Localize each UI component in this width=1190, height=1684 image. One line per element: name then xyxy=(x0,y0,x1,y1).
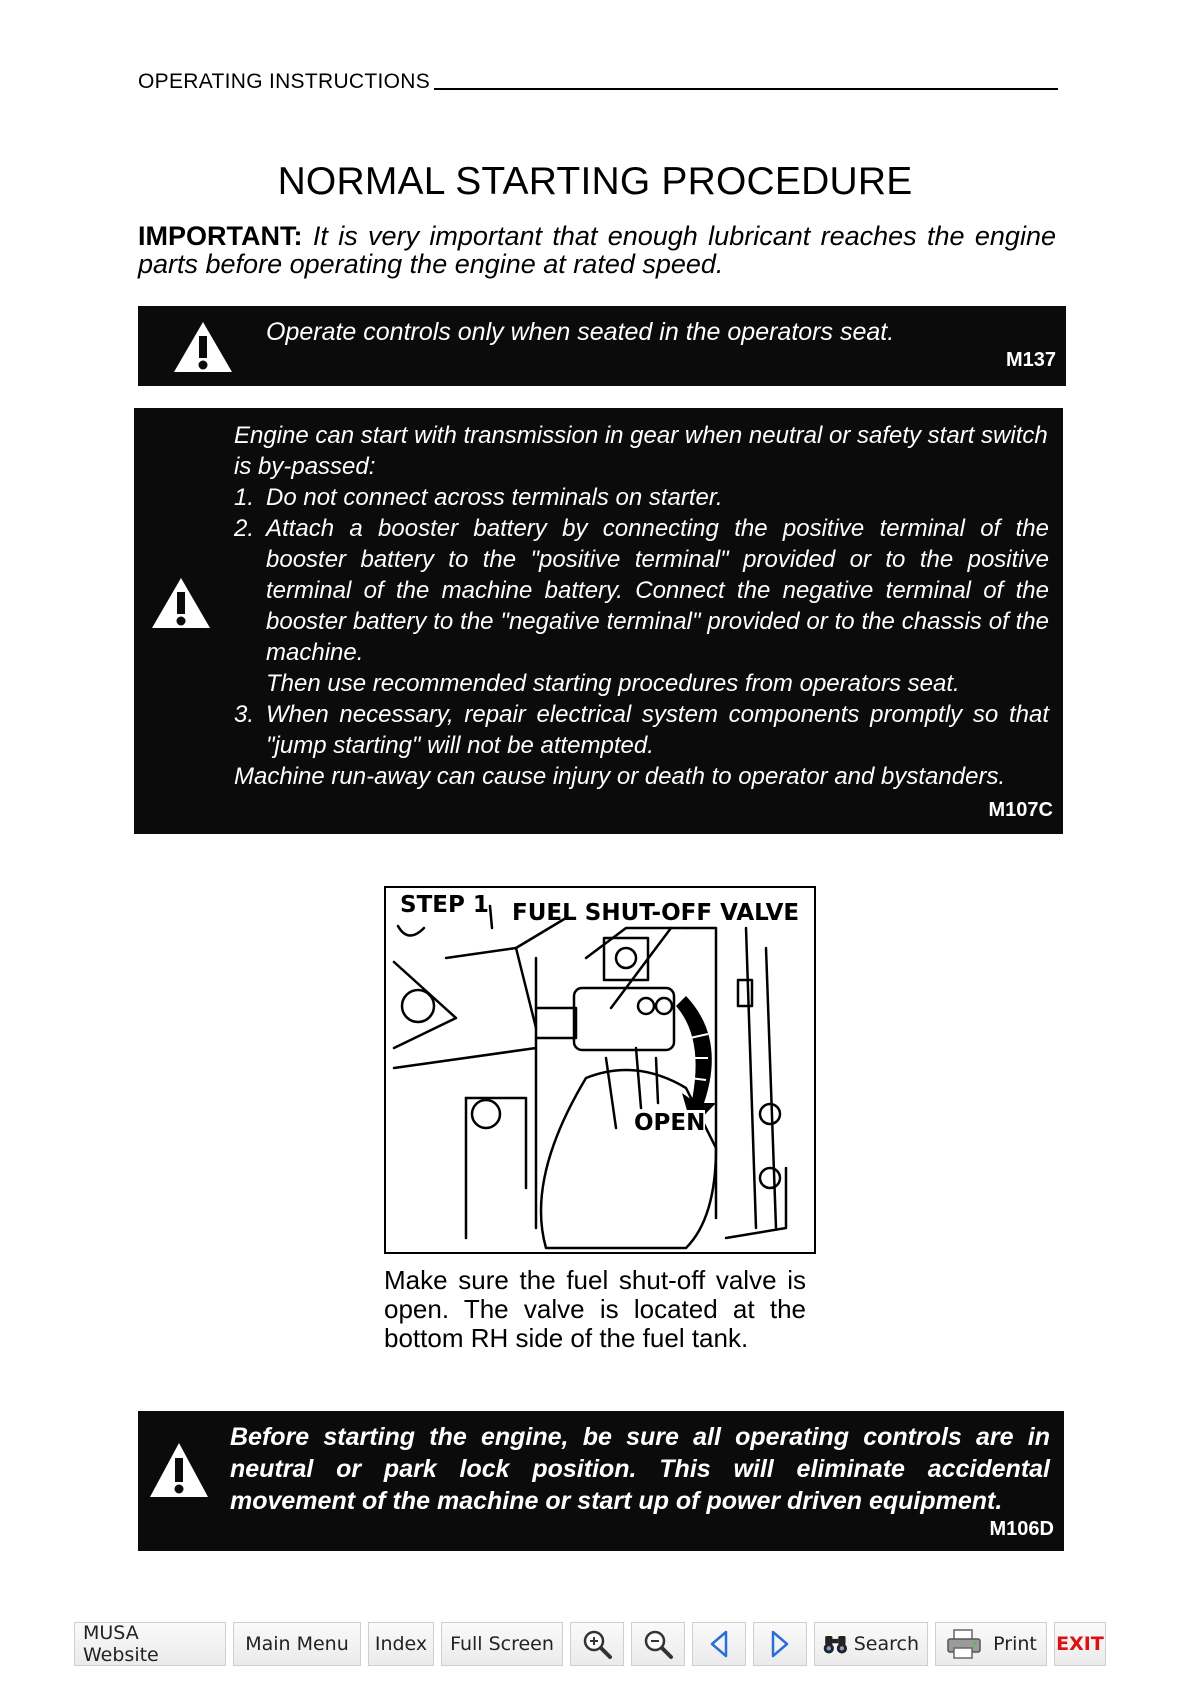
warning-box-controls-neutral xyxy=(138,1411,1064,1551)
navigation-toolbar xyxy=(74,1622,1106,1670)
zoom-out-icon xyxy=(642,1628,674,1660)
warning-code: M106D xyxy=(989,1518,1054,1540)
warning-intro: Engine can start with transmission in gear when neutral or safety start switch is by-passed: xyxy=(234,422,1048,480)
warning-outro: Machine run-away can cause injury or death to operator and bystanders. xyxy=(234,763,1006,790)
warning-triangle-icon xyxy=(148,1441,210,1504)
print-button[interactable] xyxy=(935,1622,1047,1666)
important-text: It is very important that enough lubricant reaches the engine parts before operating the engine at rated speed. xyxy=(138,221,1056,279)
zoom-out-button[interactable] xyxy=(631,1622,685,1666)
previous-page-button[interactable] xyxy=(692,1622,746,1666)
print-label: Print xyxy=(993,1633,1037,1655)
list-item: 2. Attach a booster battery by connecting the positive terminal of the booster battery to the "positive terminal" provided or to the positive terminal of the machine battery. Connect the negative terminal of the booster battery to the "negative terminal" provided or to the chassis of the machine. xyxy=(234,515,1049,666)
warning-triangle-icon xyxy=(150,576,212,635)
exit-label: EXIT xyxy=(1056,1633,1104,1655)
warning-text: Operate controls only when seated in the operators seat. xyxy=(266,318,895,346)
list-item: 3. When necessary, repair electrical system components promptly so that "jump starting" will not be attempted. xyxy=(234,701,1049,759)
warning-box-jump-start xyxy=(134,408,1063,834)
header-rule xyxy=(434,88,1058,90)
printer-icon xyxy=(945,1628,983,1660)
list-item: Then use recommended starting procedures from operators seat. xyxy=(266,670,960,697)
page-header xyxy=(138,70,1058,94)
warning-text xyxy=(234,420,1049,792)
musa-website-button[interactable]: MUSA Website xyxy=(74,1622,226,1666)
warning-text: Before starting the engine, be sure all operating controls are in neutral or park lock position. This will eliminate accidental movement of the machine or start up of power driven equipment. xyxy=(230,1423,1050,1515)
important-label: IMPORTANT: xyxy=(138,221,303,251)
previous-arrow-icon xyxy=(707,1629,731,1659)
index-button[interactable]: Index xyxy=(368,1622,434,1666)
important-note xyxy=(138,222,1056,278)
page-title: NORMAL STARTING PROCEDURE xyxy=(277,160,913,203)
warning-box-seated xyxy=(138,306,1066,386)
warning-triangle-icon xyxy=(172,320,234,379)
binoculars-icon xyxy=(823,1629,848,1659)
valve-label: FUEL SHUT-OFF VALVE xyxy=(512,900,800,926)
exit-button[interactable] xyxy=(1054,1622,1106,1666)
list-item: 1. Do not connect across terminals on starter. xyxy=(234,484,723,511)
warning-code: M107C xyxy=(988,799,1053,821)
open-label: OPEN xyxy=(634,1110,706,1136)
search-button[interactable] xyxy=(814,1622,928,1666)
step-label: STEP 1 xyxy=(400,892,489,918)
engine-drawing xyxy=(386,888,816,1254)
warning-code: M137 xyxy=(1005,349,1056,371)
full-screen-button[interactable]: Full Screen xyxy=(441,1622,563,1666)
zoom-in-button[interactable] xyxy=(570,1622,624,1666)
next-page-button[interactable] xyxy=(753,1622,807,1666)
section-title: OPERATING INSTRUCTIONS xyxy=(138,70,431,93)
fuel-valve-illustration xyxy=(384,886,816,1254)
next-arrow-icon xyxy=(768,1629,792,1659)
search-label: Search xyxy=(853,1633,919,1655)
zoom-in-icon xyxy=(581,1628,613,1660)
figure-caption: Make sure the fuel shut-off valve is open. The valve is located at the bottom RH side of the fuel tank. xyxy=(384,1265,806,1353)
main-menu-button[interactable]: Main Menu xyxy=(233,1622,361,1666)
